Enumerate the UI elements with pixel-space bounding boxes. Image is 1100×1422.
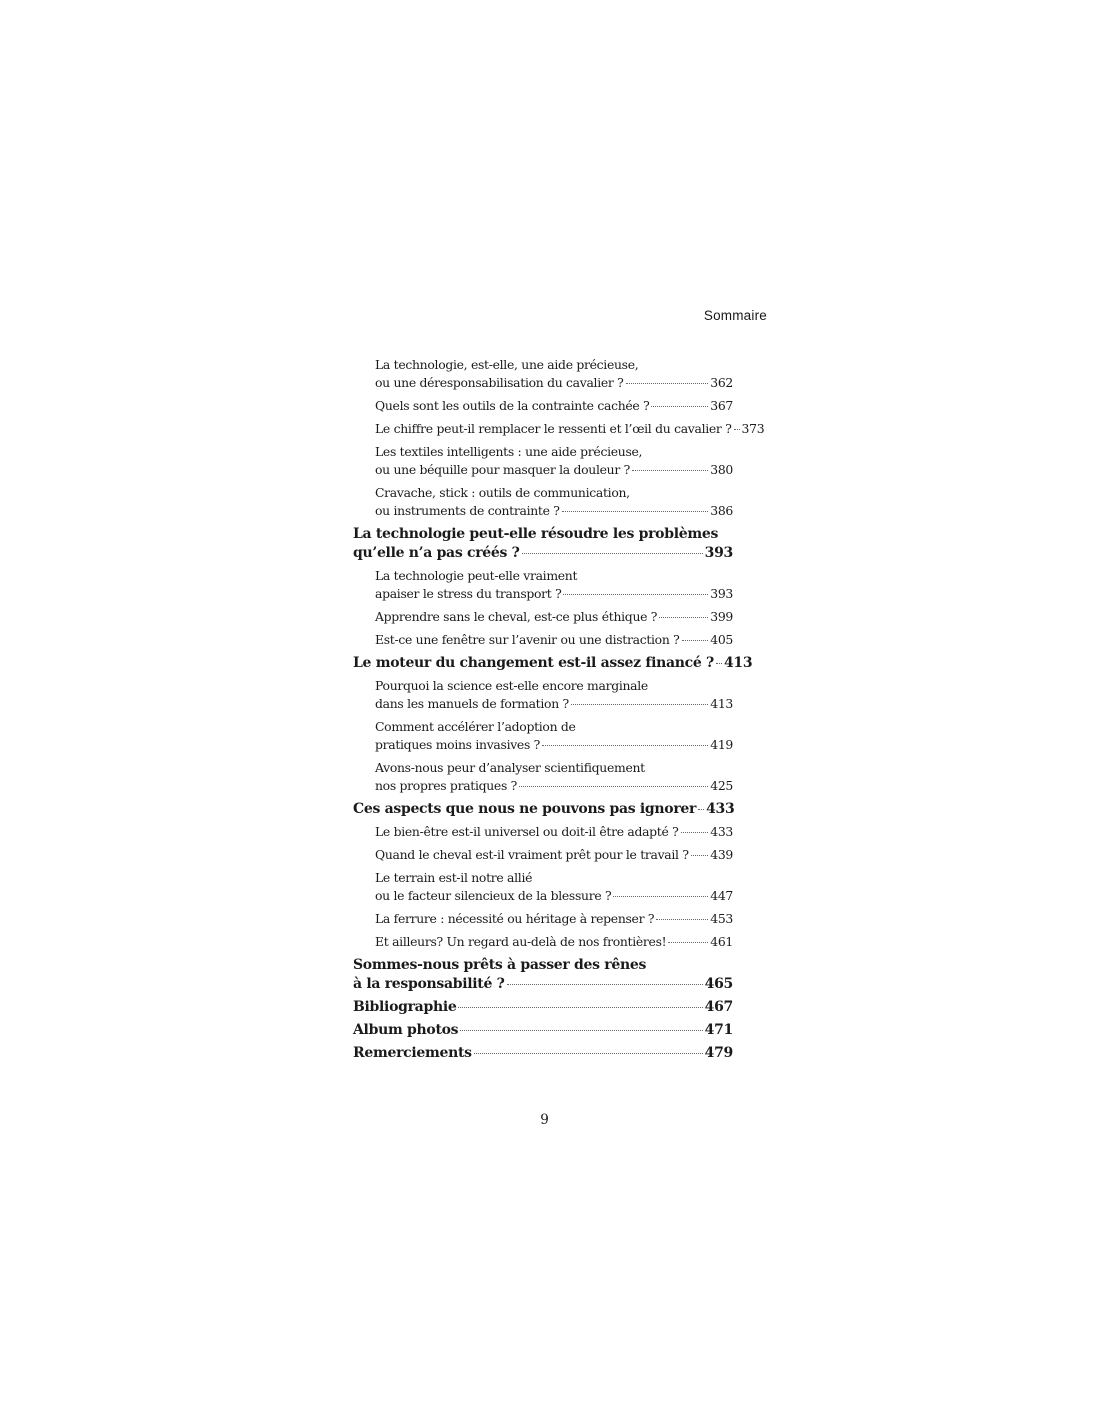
toc-page-number: 380 [710, 462, 733, 477]
toc-entry-title-line: Le bien-être est-il universel ou doit-il être adapté ? [375, 824, 679, 839]
running-head: Sommaire [703, 308, 767, 323]
toc-section-entry [353, 608, 733, 626]
dot-leader [691, 855, 709, 856]
dot-leader [632, 470, 708, 471]
dot-leader [474, 1053, 703, 1054]
toc-chapter-entry [353, 800, 733, 819]
toc-section-entry [353, 677, 733, 713]
dot-leader [460, 1030, 702, 1031]
toc-section-entry [353, 846, 733, 864]
dot-leader [613, 896, 708, 897]
toc-entry-row [353, 1021, 733, 1040]
toc-page-number: 439 [710, 847, 733, 862]
toc-section-entry [353, 869, 733, 905]
dot-leader [659, 617, 708, 618]
toc-entry-row [375, 887, 733, 905]
toc-entry-title-line: ou une déresponsabilisation du cavalier ? [375, 375, 624, 390]
toc-entry-row [375, 933, 733, 951]
toc-section-entry [353, 420, 765, 438]
toc-page-number: 425 [710, 778, 733, 793]
toc-entry-title-line: qu’elle n’a pas créés ? [353, 545, 520, 561]
toc-chapter-entry [353, 998, 733, 1017]
toc-entry-row [375, 910, 733, 928]
toc-entry-row [375, 631, 733, 649]
dot-leader [626, 383, 709, 384]
toc-entry-title-line: Quand le cheval est-il vraiment prêt pour le travail ? [375, 847, 689, 862]
toc-entry-row [375, 823, 733, 841]
toc-entry-title-line: Le chiffre peut-il remplacer le ressenti et l’œil du cavalier ? [375, 421, 732, 436]
toc-entry-title-line: Apprendre sans le cheval, est-ce plus éthique ? [375, 609, 658, 624]
toc-section-entry [353, 823, 733, 841]
toc-page-number: 453 [710, 911, 733, 926]
toc-entry-title-line: Comment accélérer l’adoption de [375, 719, 576, 734]
toc-entry-title-line: Quels sont les outils de la contrainte cachée ? [375, 398, 650, 413]
table-of-contents [353, 356, 765, 1067]
toc-page-number: 433 [706, 801, 735, 817]
toc-section-entry [353, 631, 733, 649]
dot-leader [562, 511, 709, 512]
toc-entry-row [353, 975, 733, 994]
dot-leader [681, 832, 709, 833]
toc-page-number: 393 [710, 586, 733, 601]
toc-entry-title-line: Remerciements [353, 1045, 472, 1061]
dot-leader [651, 406, 708, 407]
toc-section-entry [353, 759, 733, 795]
toc-entry-row [375, 846, 733, 864]
toc-page-number: 465 [704, 976, 733, 992]
toc-entry-row [375, 736, 733, 754]
toc-entry-title-line: Ces aspects que nous ne pouvons pas ignorer [353, 801, 697, 817]
toc-page-number: 362 [710, 375, 733, 390]
dot-leader [571, 704, 708, 705]
dot-leader [656, 919, 708, 920]
toc-entry-row [375, 608, 733, 626]
toc-section-entry [353, 397, 733, 415]
toc-entry-title-line: La technologie, est-elle, une aide précieuse, [375, 357, 639, 372]
dot-leader [519, 786, 708, 787]
toc-entry-title-line: pratiques moins invasives ? [375, 737, 541, 752]
toc-page-number: 461 [710, 934, 733, 949]
toc-page-number: 393 [704, 545, 733, 561]
dot-leader [682, 640, 709, 641]
dot-leader [542, 745, 708, 746]
toc-page-number: 413 [710, 696, 733, 711]
toc-page-number: 467 [704, 999, 733, 1015]
dot-leader [698, 809, 704, 810]
toc-page-number: 479 [704, 1045, 733, 1061]
page-number: 9 [540, 1112, 549, 1128]
toc-entry-row [353, 654, 753, 673]
toc-page-number: 433 [710, 824, 733, 839]
toc-page-number: 413 [723, 655, 753, 671]
toc-page-number: 373 [741, 421, 765, 436]
toc-entry-title-line: Le moteur du changement est-il assez financé ? [353, 655, 714, 671]
toc-section-entry [353, 567, 733, 603]
toc-entry-row [375, 695, 733, 713]
toc-entry-title-line: La technologie peut-elle résoudre les problèmes [353, 526, 719, 542]
toc-entry-title-line: Le terrain est-il notre allié [375, 870, 533, 885]
toc-entry-title-line: ou une béquille pour masquer la douleur ? [375, 462, 630, 477]
toc-entry-title-line: nos propres pratiques ? [375, 778, 518, 793]
toc-entry-title-line: ou instruments de contrainte ? [375, 503, 560, 518]
toc-entry-row [375, 777, 733, 795]
toc-entry-title-line: apaiser le stress du transport ? [375, 586, 562, 601]
toc-entry-title-line: Sommes-nous prêts à passer des rênes [353, 957, 647, 973]
toc-entry-row [375, 502, 733, 520]
toc-chapter-entry [353, 1021, 733, 1040]
toc-entry-title-line: Est-ce une fenêtre sur l’avenir ou une distraction ? [375, 632, 680, 647]
toc-chapter-entry [353, 1044, 733, 1063]
toc-chapter-entry [353, 525, 733, 563]
dot-leader [734, 429, 740, 430]
toc-page-number: 399 [710, 609, 733, 624]
dot-leader [563, 594, 708, 595]
toc-entry-title-line: Bibliographie [353, 999, 457, 1015]
toc-section-entry [353, 933, 733, 951]
toc-page-number: 405 [710, 632, 733, 647]
toc-entry-row [353, 998, 733, 1017]
dot-leader [458, 1007, 702, 1008]
toc-section-entry [353, 356, 733, 392]
toc-entry-row [353, 800, 733, 819]
dot-leader [716, 663, 722, 664]
toc-entry-title-line: Avons-nous peur d’analyser scientifiquement [375, 760, 645, 775]
dot-leader [522, 553, 703, 554]
toc-entry-title-line: dans les manuels de formation ? [375, 696, 569, 711]
toc-entry-title-line: La technologie peut-elle vraiment [375, 568, 578, 583]
toc-entry-row [375, 420, 765, 438]
toc-entry-title-line: Cravache, stick : outils de communication, [375, 485, 630, 500]
toc-chapter-entry [353, 956, 733, 994]
toc-entry-row [375, 585, 733, 603]
toc-page-number: 471 [704, 1022, 733, 1038]
toc-section-entry [353, 443, 733, 479]
toc-entry-row [375, 397, 733, 415]
toc-section-entry [353, 910, 733, 928]
toc-entry-row [375, 461, 733, 479]
dot-leader [668, 942, 708, 943]
toc-entry-title-line: ou le facteur silencieux de la blessure ? [375, 888, 612, 903]
toc-entry-title-line: à la responsabilité ? [353, 976, 505, 992]
toc-page-number: 419 [710, 737, 733, 752]
toc-section-entry [353, 718, 733, 754]
toc-page-number: 386 [710, 503, 733, 518]
toc-section-entry [353, 484, 733, 520]
toc-entry-row [353, 544, 733, 563]
toc-page-number: 447 [710, 888, 733, 903]
toc-chapter-entry [353, 654, 753, 673]
dot-leader [507, 984, 703, 985]
toc-entry-title-line: Et ailleurs? Un regard au-delà de nos frontières! [375, 934, 667, 949]
toc-entry-row [353, 1044, 733, 1063]
toc-entry-title-line: Les textiles intelligents : une aide précieuse, [375, 444, 643, 459]
toc-page-number: 367 [710, 398, 733, 413]
toc-entry-row [375, 374, 733, 392]
toc-entry-title-line: Album photos [353, 1022, 459, 1038]
toc-entry-title-line: Pourquoi la science est-elle encore marginale [375, 678, 648, 693]
toc-entry-title-line: La ferrure : nécessité ou héritage à repenser ? [375, 911, 655, 926]
